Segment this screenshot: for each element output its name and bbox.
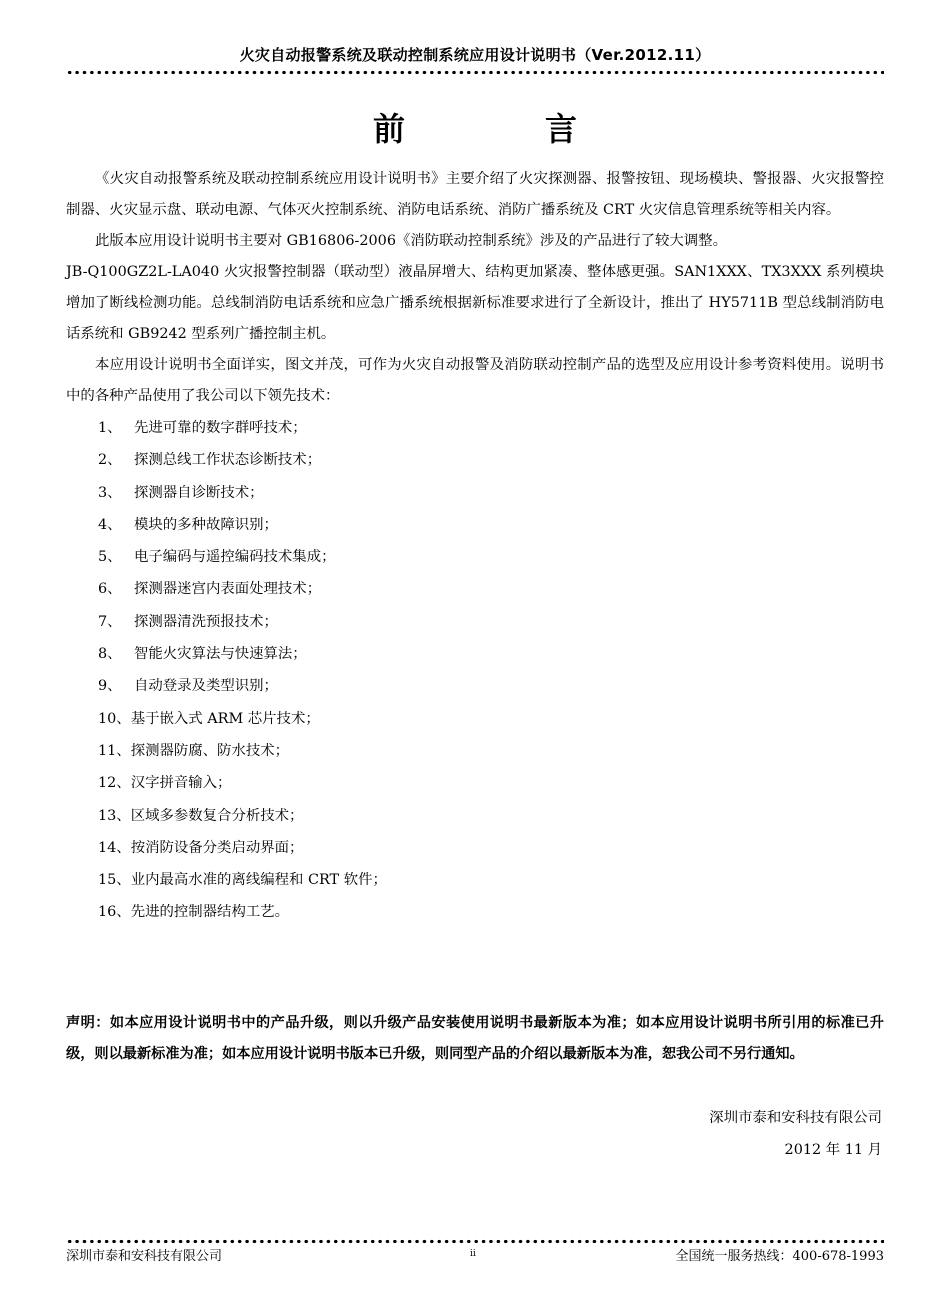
list-item: 5、 电子编码与遥控编码技术集成； bbox=[98, 549, 336, 566]
revision-paragraph: 此版本应用设计说明书主要对 GB16806-2006《消防联动控制系统》涉及的产品进行了较大调整。 bbox=[95, 233, 727, 249]
page-title-char-1: 前 bbox=[372, 110, 405, 148]
footer-company: 深圳市泰和安科技有限公司 bbox=[66, 1249, 223, 1264]
list-item: 7、 探测器清洗预报技术； bbox=[98, 613, 278, 630]
technology-list bbox=[66, 412, 884, 929]
list-item: 10、基于嵌入式 ARM 芯片技术； bbox=[98, 710, 320, 727]
list-item: 4、 模块的多种故障识别； bbox=[98, 516, 278, 533]
list-item: 13、区域多参数复合分析技术； bbox=[98, 807, 304, 824]
header-title: 火灾自动报警系统及联动控制系统应用设计说明书（Ver.2012.11） bbox=[239, 46, 711, 64]
technology-intro-paragraph: 本应用设计说明书全面详实，图文并茂，可作为火灾自动报警及消防联动控制产品的选型及应用设计参考资料使用。说明书中的各种产品使用了我公司以下领先技术： bbox=[66, 357, 884, 404]
list-item: 16、先进的控制器结构工艺。 bbox=[98, 904, 290, 921]
page-title-char-2: 言 bbox=[545, 110, 578, 148]
list-item: 11、探测器防腐、防水技术； bbox=[98, 742, 290, 759]
header-dotted-rule bbox=[66, 70, 884, 75]
list-item: 14、按消防设备分类启动界面； bbox=[98, 839, 304, 856]
page-title bbox=[0, 104, 950, 150]
list-item: 15、业内最高水准的离线编程和 CRT 软件； bbox=[98, 872, 387, 889]
disclaimer-statement: 声明：如本应用设计说明书中的产品升级，则以升级产品安装使用说明书最新版本为准；如本应用设计说明书所引用的标准已升级，则以最新标准为准；如本应用设计说明书版本已升级，则同型产品的介绍以最新版本为准，恕我公司不另行通知。 bbox=[66, 1015, 884, 1062]
list-item: 3、 探测器自诊断技术； bbox=[98, 484, 264, 501]
footer-hotline: 全国统一服务热线：400-678-1993 bbox=[675, 1249, 884, 1264]
list-item: 8、 智能火灾算法与快速算法； bbox=[98, 646, 307, 663]
body-content bbox=[66, 164, 884, 929]
list-item: 1、 先进可靠的数字群呼技术； bbox=[98, 420, 307, 436]
list-item: 12、汉字拼音输入； bbox=[98, 775, 232, 792]
page-number: ii bbox=[470, 1249, 476, 1259]
list-item: 6、 探测器迷宫内表面处理技术； bbox=[98, 581, 322, 598]
footer-dotted-rule bbox=[66, 1239, 884, 1244]
signature-date: 2012 年 11 月 bbox=[784, 1142, 882, 1158]
intro-paragraph: 《火灾自动报警系统及联动控制系统应用设计说明书》主要介绍了火灾探测器、报警按钮、现场模块、警报器、火灾报警控制器、火灾显示盘、联动电源、气体灭火控制系统、消防电话系统、消防广播系统及 CRT 火灾信息管理系统等相关内容。 bbox=[66, 171, 884, 218]
list-item: 2、 探测总线工作状态诊断技术； bbox=[98, 452, 322, 469]
signature-company: 深圳市泰和安科技有限公司 bbox=[709, 1110, 882, 1126]
product-update-paragraph: JB-Q100GZ2L-LA040 火灾报警控制器（联动型）液晶屏增大、结构更加紧凑、整体感更强。SAN1XXX、TX3XXX 系列模块增加了断线检测功能。总线制消防电话系统和应急广播系统根据新标准要求进行了全新设计，推出了 HY5711B 型总线制消防电话系统和 GB9242 型系列广播控制主机。 bbox=[66, 264, 884, 342]
list-item: 9、 自动登录及类型识别； bbox=[98, 678, 278, 695]
